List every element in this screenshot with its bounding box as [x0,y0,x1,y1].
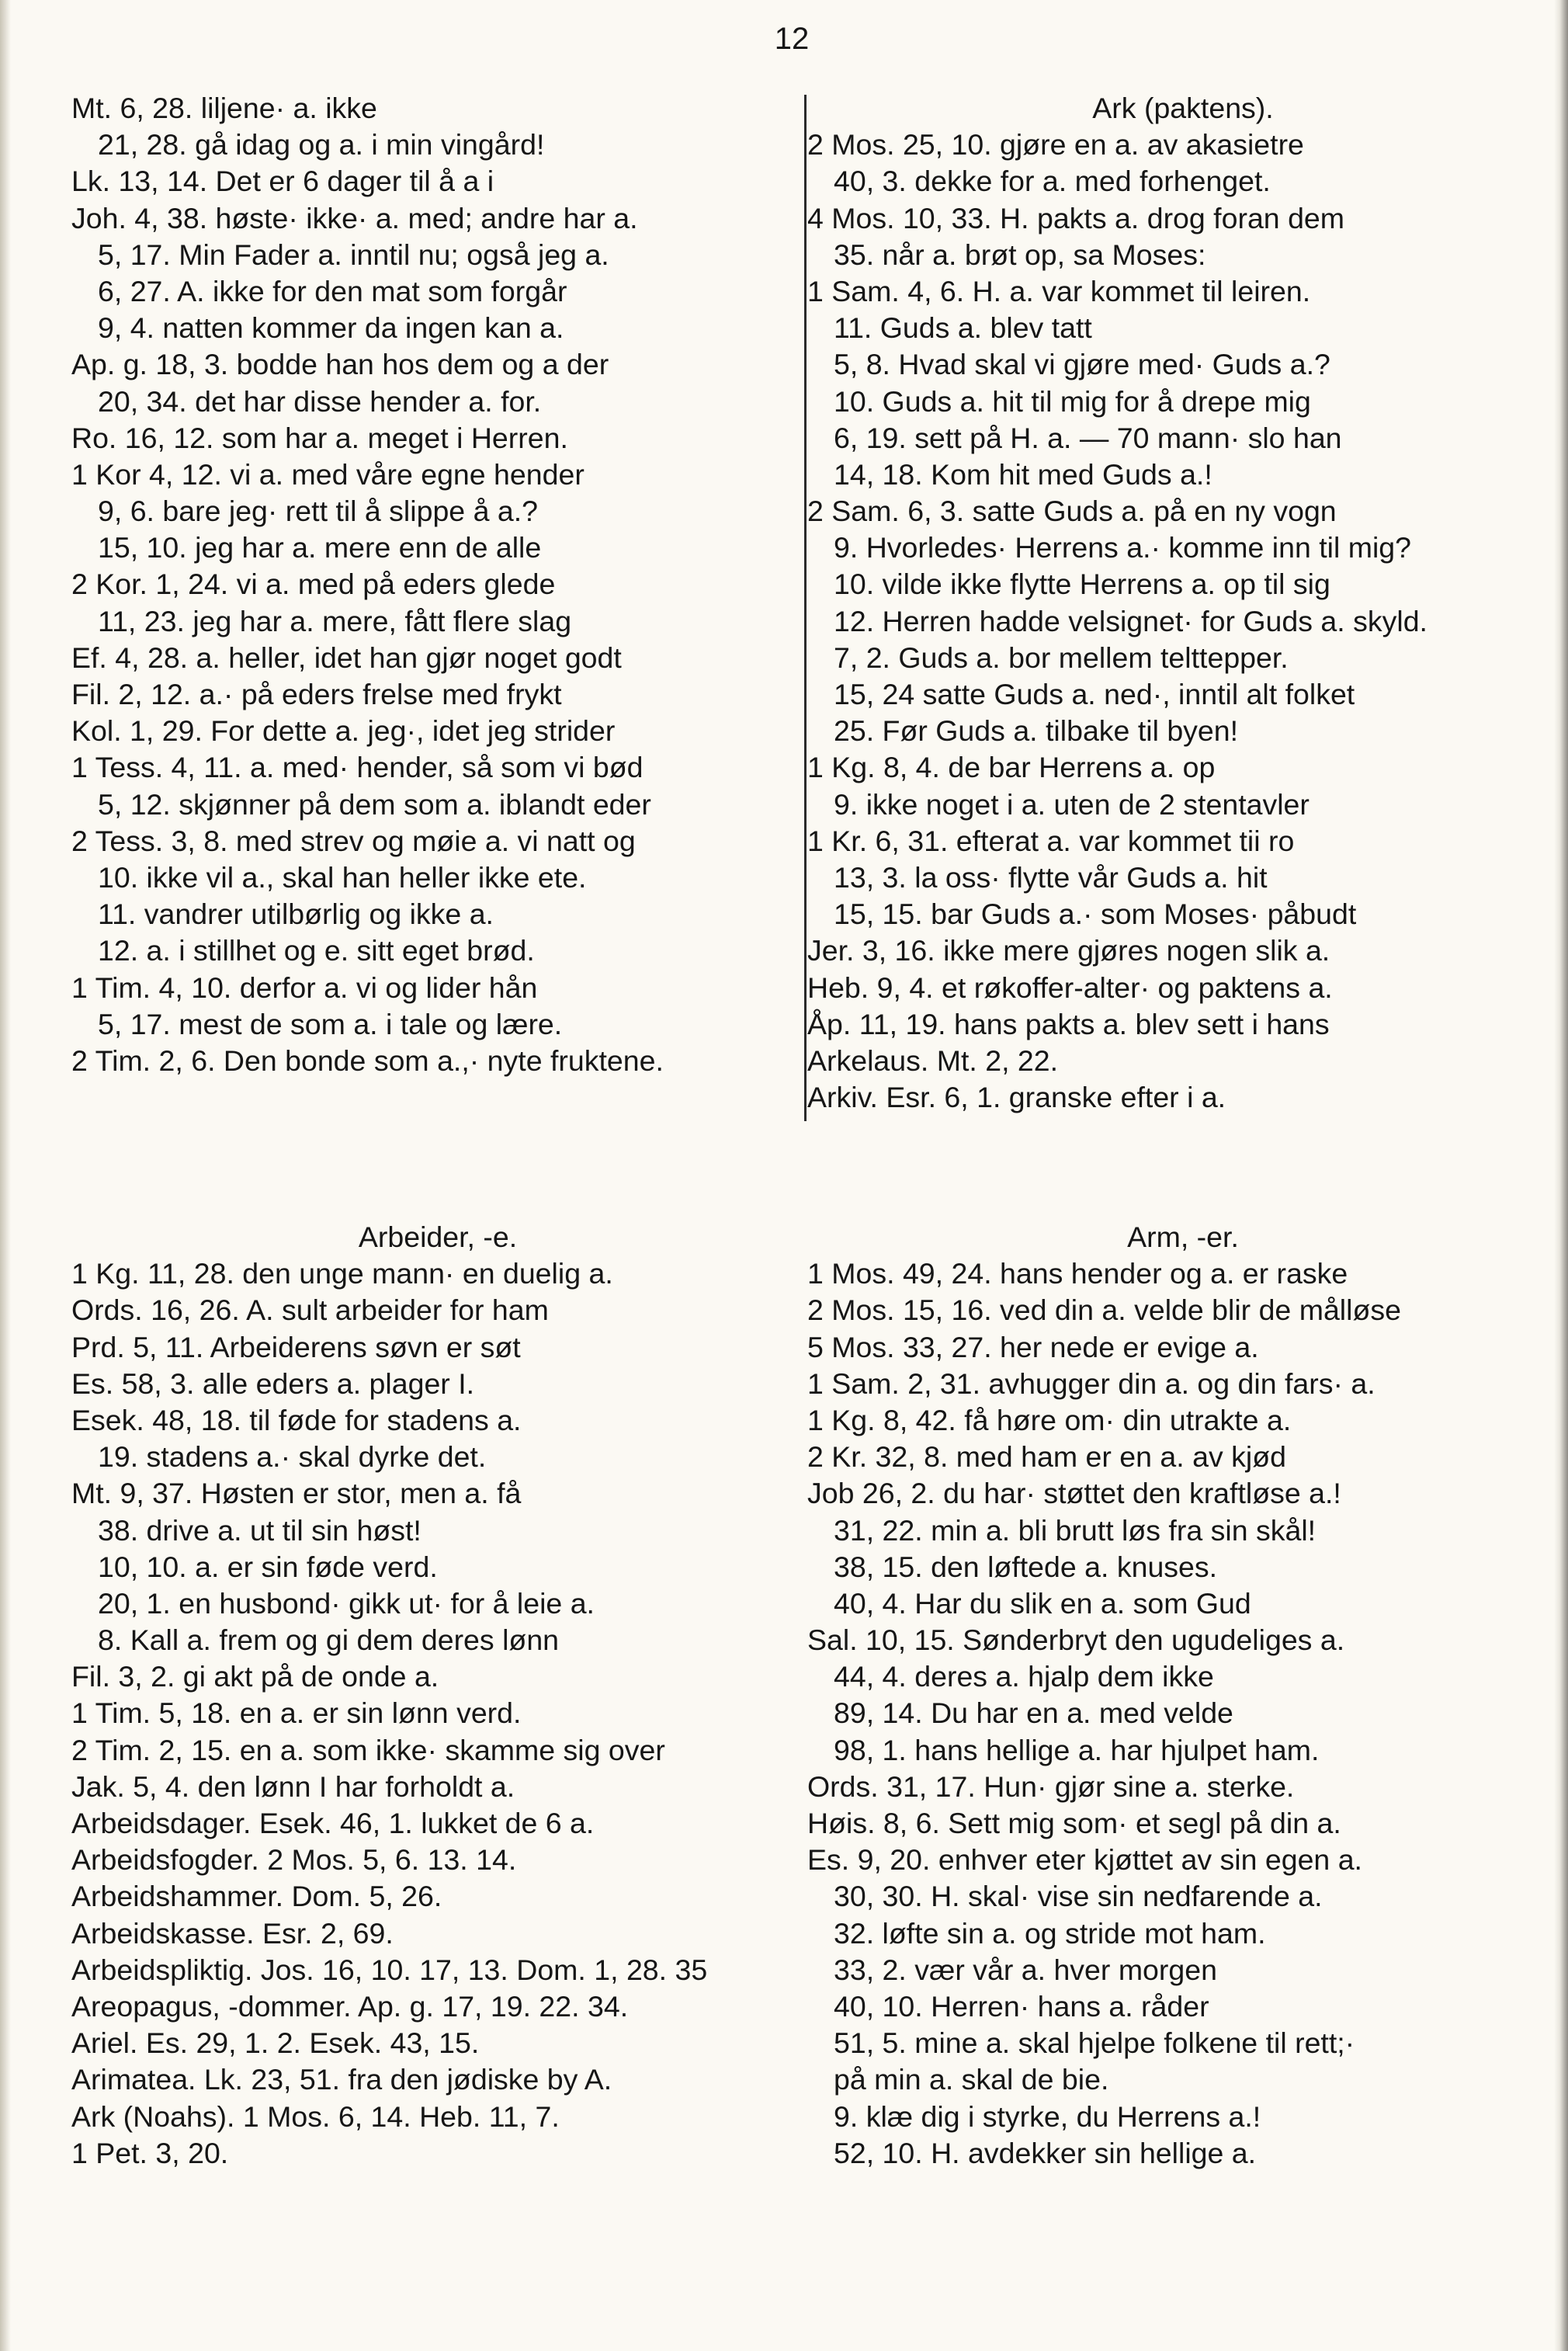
index-entry-line: 7, 2. Guds a. bor mellem telttepper. [834,641,1289,674]
index-entry-line: Arbeidshammer. Dom. 5, 26. [71,1880,442,1913]
index-entry-line: Es. 58, 3. alle eders a. plager I. [71,1366,475,1400]
index-entry-line: Kol. 1, 29. For dette a. jeg·, idet jeg strider [71,714,616,748]
index-entry-line: 2 Tess. 3, 8. med strev og møie a. vi natt og [71,824,636,857]
index-entry-line: 19. stadens a.· skal dyrke det. [98,1440,487,1474]
index-entry-line: 1 Tess. 4, 11. a. med· hender, så som vi bød [71,751,644,784]
page-number: 12 [774,22,810,56]
index-entry-line: 2 Tim. 2, 6. Den bonde som a.,· nyte fruktene. [71,1044,664,1077]
index-entry-line: Ark (Noahs). 1 Mos. 6, 14. Heb. 11, 7. [71,2099,560,2133]
index-entry-line: 40, 10. Herren· hans a. råder [834,1989,1209,2023]
index-entry-line: Arbeidsdager. Esek. 46, 1. lukket de 6 a. [71,1807,595,1839]
index-entry-line: 10. vilde ikke flytte Herrens a. op til sig [834,568,1330,601]
index-entry-line: 31, 22. min a. bli brutt løs fra sin skål! [834,1513,1316,1547]
index-entry-line: 11, 23. jeg har a. mere, fått flere slag [98,604,572,637]
index-entry-line: 2 Kr. 32, 8. med ham er en a. av kjød [807,1440,1286,1474]
index-entry-line: 2 Kor. 1, 24. vi a. med på eders glede [71,568,556,601]
index-entry-line: Es. 9, 20. enhver eter kjøttet av sin egen a. [807,1843,1362,1877]
index-entry-line: 11. vandrer utilbørlig og ikke a. [98,898,494,931]
index-entry-line: 15, 10. jeg har a. mere enn de alle [98,531,542,564]
index-entry-line: Ap. g. 18, 3. bodde han hos dem og a der [71,348,609,381]
index-entry-line: 1 Pet. 3, 20. [71,2136,229,2169]
index-entry-line: Heb. 9, 4. et røkoffer-alter· og paktens a. [807,971,1333,1004]
index-entry-line: 38, 15. den løftede a. knuses. [834,1550,1218,1583]
index-entry-line: 2 Sam. 6, 3. satte Guds a. på en ny vogn [807,495,1337,528]
index-entry-line: Arbeidsfogder. 2 Mos. 5, 6. 13. 14. [71,1843,517,1877]
index-entry-line: 6, 19. sett på H. a. — 70 mann· slo han [834,421,1342,454]
index-entry-line: 10, 10. a. er sin føde verd. [98,1550,438,1583]
index-entry-line: 20, 34. det har disse hender a. for. [98,384,542,418]
left-column-top [71,90,840,1079]
index-entry-line: Arkiv. Esr. 6, 1. granske efter i a. [807,1081,1226,1114]
index-entry-line: 2 Mos. 25, 10. gjøre en a. av akasietre [807,128,1304,161]
index-entry-line: 38. drive a. ut til sin høst! [98,1513,421,1547]
index-entry-line: 12. a. i stillhet og e. sitt eget brød. [98,934,535,967]
index-entry-line: 11. Guds a. blev tatt [834,311,1092,345]
index-entry-line: 12. Herren hadde velsignet· for Guds a. skyld. [834,604,1428,637]
index-entry-line: Ords. 16, 26. A. sult arbeider for ham [71,1294,549,1327]
index-entry-line: 40, 3. dekke for a. med forhenget. [834,165,1271,198]
index-entry-line: 1 Mos. 49, 24. hans hender og a. er raske [807,1257,1348,1290]
index-entry-line: 21, 28. gå idag og a. i min vingård! [98,128,545,161]
page-edge-left [0,0,11,2351]
index-entry-line: Job 26, 2. du har· støttet den kraftløse a.! [807,1477,1341,1510]
index-entry-line: Ro. 16, 12. som har a. meget i Herren. [71,421,568,454]
index-entry-line: Ords. 31, 17. Hun· gjør sine a. sterke. [807,1769,1295,1803]
index-entry-line: 52, 10. H. avdekker sin hellige a. [834,2136,1257,2169]
index-entry-line: Mt. 9, 37. Høsten er stor, men a. få [71,1477,522,1510]
index-entry-line: 14, 18. Kom hit med Guds a.! [834,457,1212,491]
index-entry-line: 89, 14. Du har en a. med velde [834,1696,1233,1730]
index-entry-line: 35. når a. brøt op, sa Moses: [834,238,1206,271]
index-entry-line: Mt. 6, 28. liljene· a. ikke [71,92,377,124]
index-entry-line: Areopagus, -dommer. Ap. g. 17, 19. 22. 34. [71,1989,629,2023]
index-entry-line: Fil. 2, 12. a.· på eders frelse med frykt [71,678,562,710]
index-entry-line: Jak. 5, 4. den lønn I har forholdt a. [71,1769,515,1803]
index-entry-line: 1 Sam. 4, 6. H. a. var kommet til leiren. [807,274,1311,307]
index-entry-line: 2 Mos. 15, 16. ved din a. velde blir de målløse [807,1294,1401,1327]
index-entry-line: 9. klæ dig i styrke, du Herrens a.! [834,2099,1261,2133]
index-entry-line: 1 Sam. 2, 31. avhugger din a. og din fars· a. [807,1366,1375,1400]
index-entry-line: 5, 17. mest de som a. i tale og lære. [98,1007,563,1040]
index-entry-line: Lk. 13, 14. Det er 6 dager til å a i [71,165,494,198]
index-entry-line: Arbeidspliktig. Jos. 16, 10. 17, 13. Dom. 1, 28. 35 [71,1953,708,1986]
index-entry-line: 13, 3. la oss· flytte vår Guds a. hit [834,860,1268,894]
index-entry-line: 5, 12. skjønner på dem som a. iblandt eder [98,787,651,821]
index-entry-line: 40, 4. Har du slik en a. som Gud [834,1586,1251,1620]
index-entry-line: Fil. 3, 2. gi akt på de onde a. [71,1660,439,1693]
index-entry-line: Åp. 11, 19. hans pakts a. blev sett i hans [807,1007,1330,1040]
index-entry-line: Arbeidskasse. Esr. 2, 69. [71,1916,394,1950]
index-entry-line: 20, 1. en husbond· gikk ut· for å leie a. [98,1586,595,1620]
index-entry-line: 8. Kall a. frem og gi dem deres lønn [98,1623,560,1657]
index-entry-line: 9. ikke noget i a. uten de 2 stentavler [834,787,1310,821]
index-entry-line: 10. Guds a. hit til mig for å drepe mig [834,384,1311,418]
index-entry-line: Ef. 4, 28. a. heller, idet han gjør noget godt [71,641,622,674]
index-entry-line: 1 Kg. 11, 28. den unge mann· en duelig a. [71,1257,613,1290]
index-entry-line: Høis. 8, 6. Sett mig som· et segl på din a. [807,1807,1341,1839]
index-entry-line: 51, 5. mine a. skal hjelpe folkene til rett;· [834,2026,1355,2060]
index-entry-line: 5, 17. Min Fader a. inntil nu; også jeg a. [98,238,609,271]
index-entry-line: 1 Tim. 4, 10. derfor a. vi og lider hån [71,971,538,1004]
section-heading: Ark (paktens). [1092,92,1274,124]
index-entry-line: 15, 15. bar Guds a.· som Moses· påbudt [834,898,1357,931]
index-entry-line: Jer. 3, 16. ikke mere gjøres nogen slik a. [807,934,1330,967]
section-heading: Arbeider, -e. [358,1221,518,1253]
index-entry-line: 6, 27. A. ikke for den mat som forgår [98,274,567,307]
index-entry-line: 10. ikke vil a., skal han heller ikke ete. [98,860,587,894]
index-entry-line: 1 Kg. 8, 4. de bar Herrens a. op [807,751,1216,784]
index-entry-line: Sal. 10, 15. Sønderbryt den ugudeliges a. [807,1623,1345,1657]
index-entry-line: 98, 1. hans hellige a. har hjulpet ham. [834,1733,1320,1766]
index-entry-line: 1 Kor 4, 12. vi a. med våre egne hender [71,457,585,491]
index-entry-line: 33, 2. vær vår a. hver morgen [834,1953,1217,1986]
index-entry-line: 44, 4. deres a. hjalp dem ikke [834,1660,1214,1693]
index-entry-line: Prd. 5, 11. Arbeiderens søvn er søt [71,1330,521,1363]
index-entry-line: Arkelaus. Mt. 2, 22. [807,1044,1059,1077]
index-entry-line: Esek. 48, 18. til føde for stadens a. [71,1403,522,1436]
index-entry-line: 32. løfte sin a. og stride mot ham. [834,1916,1266,1950]
index-entry-line: 9. Hvorledes· Herrens a.· komme inn til mig? [834,531,1411,564]
index-entry-line: 1 Kg. 8, 42. få høre om· din utrakte a. [807,1403,1292,1436]
index-entry-line: 5 Mos. 33, 27. her nede er evige a. [807,1330,1259,1363]
index-entry-line: Joh. 4, 38. høste· ikke· a. med; andre har a. [71,201,638,234]
index-entry-line: 30, 30. H. skal· vise sin nedfarende a. [834,1880,1323,1913]
index-entry-line: 5, 8. Hvad skal vi gjøre med· Guds a.? [834,348,1330,381]
index-entry-line: 25. Før Guds a. tilbake til byen! [834,714,1239,748]
index-entry-line: 2 Tim. 2, 15. en a. som ikke· skamme sig over [71,1733,665,1766]
index-entry-line: 9, 6. bare jeg· rett til å slippe å a.? [98,495,538,528]
index-entry-line: Arimatea. Lk. 23, 51. fra den jødiske by A. [71,2063,612,2096]
index-entry-line: 1 Tim. 5, 18. en a. er sin lønn verd. [71,1696,522,1730]
index-entry-line: 15, 24 satte Guds a. ned·, inntil alt folket [834,678,1355,710]
right-column-bottom [807,1219,1568,2172]
left-column-bottom [71,1219,840,2172]
index-entry-line: på min a. skal de bie. [834,2063,1109,2096]
right-column-top [807,90,1568,1116]
index-entry-line: 4 Mos. 10, 33. H. pakts a. drog foran dem [807,201,1345,234]
index-entry-line: 9, 4. natten kommer da ingen kan a. [98,311,564,345]
index-entry-line: Ariel. Es. 29, 1. 2. Esek. 43, 15. [71,2026,480,2060]
section-heading: Arm, -er. [1127,1221,1239,1253]
index-entry-line: 1 Kr. 6, 31. efterat a. var kommet tii ro [807,824,1295,857]
